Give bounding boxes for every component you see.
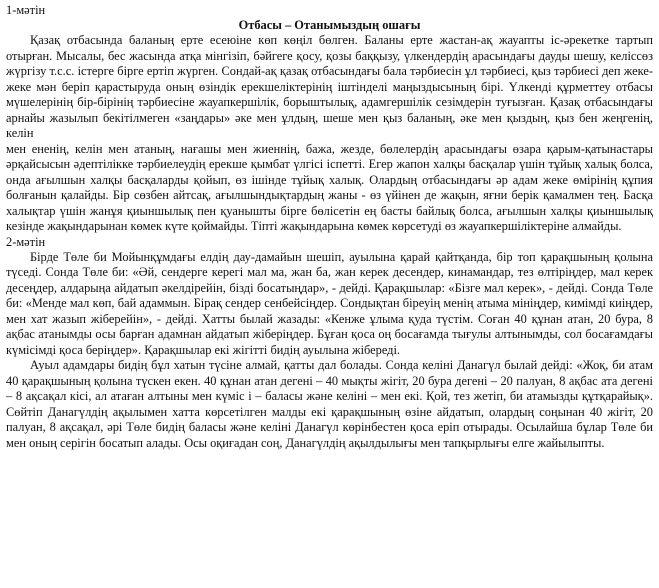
text1-paragraph-2: мен ененің, келін мен атаның, нағашы мен жиеннің, бажа, жезде, бөлелердің арасындағы өзара қарым-қатынастары әрқайсысын әдептілікке тәрбиелеудің ерекше қымбат үлгісі іспетті. Егер жапон халқы басқалар үшін тұйық халық болса, онда ағылшын халқы басқаларды қойып, өз ішінде тұйық халық. Олардың отбасындағы әр адам жеке өмірінің құпия болғанын қалайды. Бір сөзбен айтсақ, ағылшындықтардың жаны - өз үйінен де жақын, яғни берік қамалмен тең. Басқа халықтар үшін жанұя қиыншылық пен қуанышты бірге бөлісетін ең басты байлық болса, ағылшын халқы қиыншылық кезінде жақындарынан көмек күте қоймайды. Тіпті жақындарына көмек көрсетуді өз жауапкершіліктеріне алмайды. xyxy=(6,141,653,233)
text2-label: 2-мәтін xyxy=(6,234,46,249)
text1-title: Отбасы – Отанымыздың ошағы xyxy=(238,18,421,32)
text1-label: 1-мәтін xyxy=(6,3,46,17)
text2-paragraph-2: Ауыл адамдары бидің бұл хатын түсіне алмай, қатты дал болады. Сонда келіні Данагүл былай дейді: «Жоқ, би атам 40 қарақшының қолына түскен екен. 40 құнан атан дегені – 40 мықты жігіт, 20 бура дегені – 20 палуан, 8 ақбас ата дегені – 8 ақсақал кісі, ал атаған алтыны мен күміс і – баласы және келіні – мен екі. Қой, тез жетіп, би атамызды құтқарайық». Сөйтіп Данагүлдің ақылымен хатта көрсетілген малды екі қарақшының өзіне айдатып, олардың соңынан 40 жігіт, 20 палуан, 8 ақсақал, әрі Төле бидің баласы және келіні Данагүл көрінбестен қоса еріп отырады. Осылайша бұлар Төле би мен оның серігін босатып алады. Осы оқиғадан соң, Данагүлдің ақылдылығы мен тапқырлығы елге жайылыпты. xyxy=(6,358,653,450)
text2-paragraph-1: Бірде Төле би Мойынқұмдағы елдің дау-дамайын шешіп, ауылына қарай қайтқанда, бір топ қарақшының қолына түседі. Сонда Төле би: «Әй, сендерге керегі мал ма, жан ба, жан керек десендер, кинамандар, тез өлтіріңдер, мал керек десеңдер, алдарыңа айдатып әкелдірейін, бізді босатыңдар», - дейді. Қарақшылар: «Бізге мал керек», - дейді. Сонда Төле би: «Менде мал көп, бай адаммын. Бірақ сендер сенбейсіңдер. Сондықтан біреуің менің атыма мініңдер, кимімді киіңдер, мен хат жазып жіберейін», - дейді. Хатты былай жазады: «Кенже ұлыма қуда түстім. Соған 40 құнан атан, 20 бура, 8 ақбас атанымды осы барған адамнан айдатып жіберіңдер. Бұған қоса оң босағамда тығулы алтынымды, сол босағамдағы күмісімді қоса беріңдер». Қарақшылар екі жігітті бидің ауылына жібереді. xyxy=(6,249,653,357)
text1-paragraph-1: Қазақ отбасында баланың ерте есеюіне көп көңіл бөлген. Баланы ерте жастан-ақ жауапты іс-әрекетке тартып отырған. Мысалы, бес жасында атқа мінгізіп, бәйгеге қосу, қозы баққызу, үлкендердің арасындағы дауды шешу, келіссөз жүргізу т.с.с. істерге бірге ертіп жүрген. Сондай-ақ қазақ отбасындағы бала тәрбиесін ұл тәрбиесі, қыз тәрбиесі деп жеке-жеке мән беріп қарастыруда оның өзіндік ерекшеліктерінің іштінделі маңыздысының бірі. Үлкенді құрметтеу отбасы мүшелерінің бір-бірінің тәрбиесіне жауапкершілік, борыштылық, адамгершілік сезімдерін туғызған. Қазақ отбасындағы арнайы жазылып бекітілмеген «заңдары» әке мен ұлдың, шеше мен қыз баланың, әке мен қыздың, қыз бен жеңгенің, келін xyxy=(6,33,653,140)
